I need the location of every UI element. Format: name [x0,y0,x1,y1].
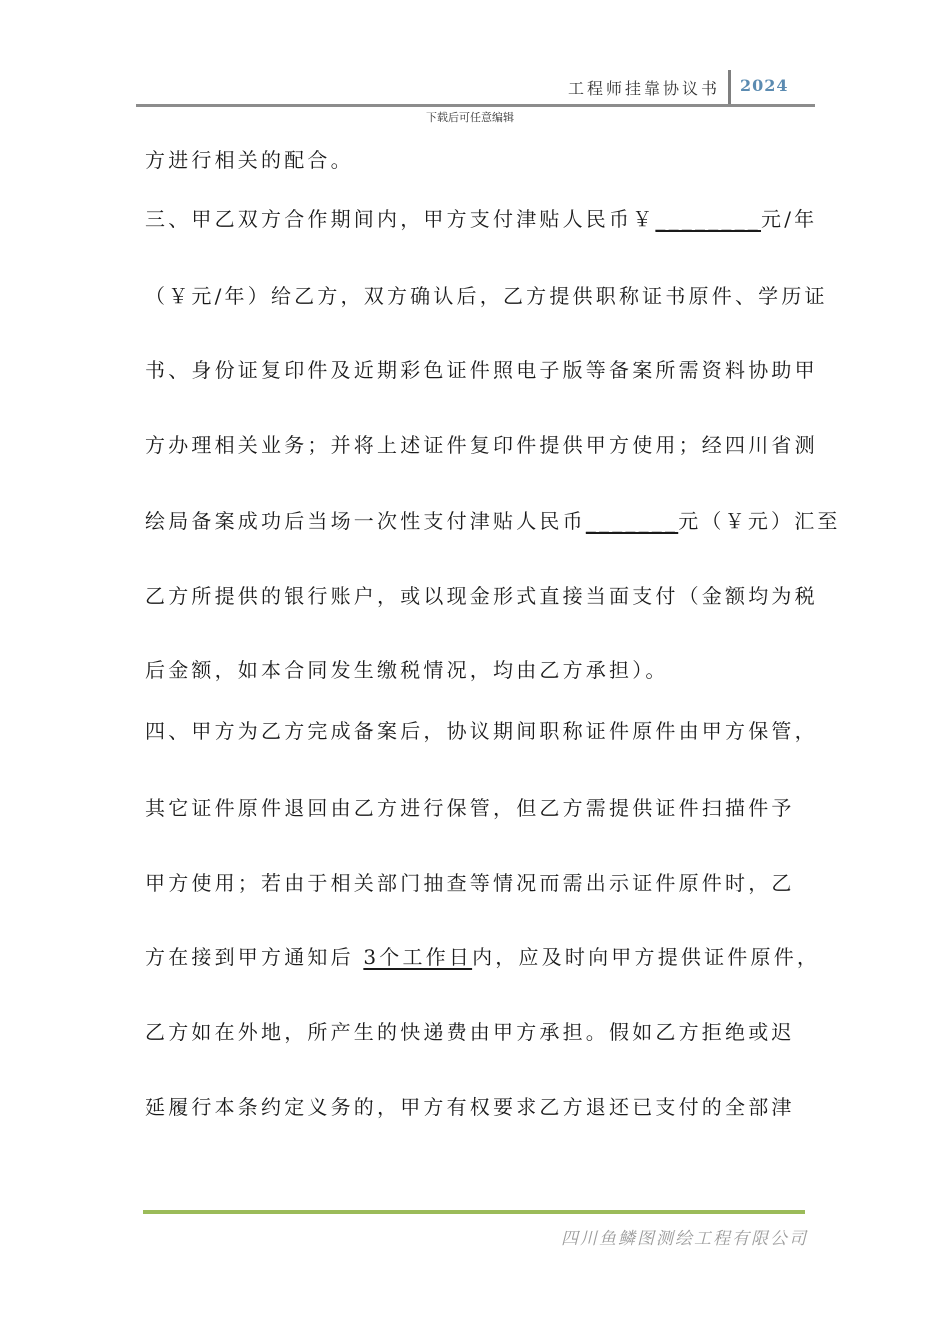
edit-note: 下载后可任意编辑 [426,111,514,124]
line-text: 其它证件原件退回由乙方进行保管，但乙方需提供证件扫描件予 [145,796,795,820]
paragraph-line [145,280,828,312]
line-text: 甲方使用；若由于相关部门抽查等情况而需出示证件原件时，乙 [145,871,795,895]
paragraph-line [145,144,815,176]
paragraph-line [145,715,818,747]
document-year: 2024 [740,76,789,95]
paragraph-line [145,429,818,461]
paragraph-line [145,203,818,235]
paragraph-line [145,941,821,973]
paragraph-line [145,792,815,824]
line-text: 后金额，如本合同发生缴税情况，均由乙方承担）。 [145,658,669,682]
paragraph-line [145,580,818,612]
paragraph-line [145,654,815,686]
line-text: 方进行相关的配合。 [145,148,354,172]
paragraph-line [145,505,841,537]
line-text: 方在接到甲方通知后 [145,945,364,969]
line-text: 四、甲方为乙方完成备案后，协议期间职称证件原件由甲方保管， [145,719,818,743]
amount-blank: ________ [655,207,762,231]
line-text: 绘局备案成功后当场一次性支付津贴人民币 [145,509,586,533]
line-text: 方办理相关业务；并将上述证件复印件提供甲方使用；经四川省测 [145,433,818,457]
line-text: （￥元/年）给乙方，双方确认后，乙方提供职称证书原件、学历证 [145,284,828,308]
line-text: 延履行本条约定义务的，甲方有权要求乙方退还已支付的全部津 [145,1095,795,1119]
footer-divider [143,1210,805,1214]
amount-blank: _______ [585,509,679,533]
paragraph-line [145,867,815,899]
paragraph-line [145,1016,815,1048]
line-text: 内，应及时向甲方提供证件原件， [472,945,821,969]
line-text: 书、身份证复印件及近期彩色证件照电子版等备案所需资料协助甲 [145,358,818,382]
line-text: 元（￥元）汇至 [678,509,841,533]
line-text: 乙方所提供的银行账户，或以现金形式直接当面支付（金额均为税 [145,584,818,608]
paragraph-line [145,354,818,386]
line-text: 乙方如在外地，所产生的快递费由甲方承担。假如乙方拒绝或迟 [145,1020,795,1044]
header-separator [728,70,731,104]
header-divider [136,104,815,107]
line-text: 元/年 [761,207,818,231]
deadline-text: 3个工作日 [363,945,473,969]
line-text: 三、甲乙双方合作期间内，甲方支付津贴人民币￥ [145,207,656,231]
document-title: 工程师挂靠协议书 [567,79,720,98]
company-name: 四川鱼鳞图测绘工程有限公司 [561,1229,808,1249]
paragraph-line [145,1091,815,1123]
